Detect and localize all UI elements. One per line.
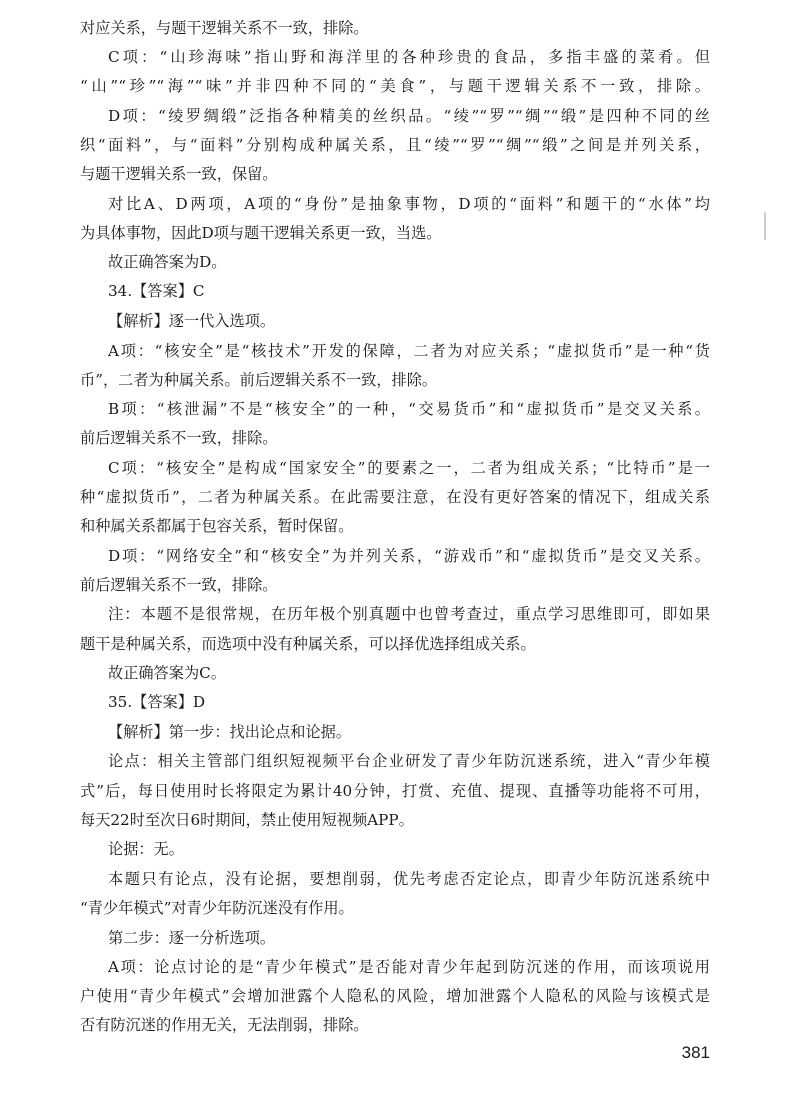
text-line: A项：“核安全”是“核技术”开发的保障，二者为对应关系；“虚拟货币”是一种“货 [108,342,710,360]
text-line: C项：“山珍海味”指山野和海洋里的各种珍贵的食品，多指丰盛的菜肴。但 [108,48,710,66]
text-line: 对应关系，与题干逻辑关系不一致，排除。 [80,19,369,37]
text-line: “山”“珍”“海”“味”并非四种不同的“美食”，与题干逻辑关系不一致，排除。 [80,77,710,95]
text-line: 与题干逻辑关系一致，保留。 [80,165,278,183]
text-line: 题干是种属关系，而选项中没有种属关系，可以择优选择组成关系。 [80,635,536,653]
text-line: C项：“核安全”是构成“国家安全”的要素之一，二者为组成关系；“比特币”是一 [108,459,710,477]
analysis-heading: 【解析】第一步：找出论点和论据。 [108,723,351,741]
text-line: D项：“绫罗绸缎”泛指各种精美的丝织品。“绫”“罗”“绸”“缎”是四种不同的丝 [108,107,710,125]
text-line: B项：“核泄漏”不是“核安全”的一种，“交易货币”和“虚拟货币”是交叉关系。 [108,400,710,418]
text-line: 第二步：逐一分析选项。 [108,929,276,947]
text-line: 注：本题不是很常规，在历年极个别真题中也曾考查过，重点学习思维即可，即如果 [108,605,710,623]
text-line: 前后逻辑关系不一致，排除。 [80,576,278,594]
text-line: D项：“网络安全”和“核安全”为并列关系，“游戏币”和“虚拟货币”是交叉关系。 [108,547,710,565]
answer-heading: 34.【答案】C [108,282,205,300]
text-line: 论据：无。 [108,840,184,858]
text-line: 前后逻辑关系不一致，排除。 [80,429,278,447]
page-number: 381 [681,1043,710,1062]
analysis-heading: 【解析】逐一代入选项。 [108,312,276,330]
text-line: 式”后，每日使用时长将限定为累计40分钟，打赏、充值、提现、直播等功能将不可用， [80,782,710,800]
text-line: 本题只有论点，没有论据，要想削弱，优先考虑否定论点，即青少年防沉迷系统中 [108,870,710,888]
text-line: A项：论点讨论的是“青少年模式”是否能对青少年起到防沉迷的作用，而该项说用 [108,958,710,976]
answer-heading: 35.【答案】D [108,693,206,711]
text-line: 织“面料”，与“面料”分别构成种属关系，且“绫”“罗”“绸”“缎”之间是并列关系， [80,136,710,154]
text-line: 论点：相关主管部门组织短视频平台企业研发了青少年防沉迷系统，进入“青少年模 [108,752,710,770]
text-line: 每天22时至次日6时期间，禁止使用短视频APP。 [80,811,414,829]
text-line: 对比A、D两项，A项的“身份”是抽象事物，D项的“面料”和题干的“水体”均 [108,195,710,213]
text-line: 故正确答案为C。 [108,664,226,682]
text-line: 和种属关系都属于包容关系，暂时保留。 [80,517,354,535]
text-line: 故正确答案为D。 [108,253,227,271]
scan-mark [764,212,766,240]
text-line: 为具体事物，因此D项与题干逻辑关系更一致，当选。 [80,224,442,242]
text-line: 户使用“青少年模式”会增加泄露个人隐私的风险，增加泄露个人隐私的风险与该模式是 [80,987,710,1005]
text-line: 否有防沉迷的作用无关，无法削弱，排除。 [80,1016,369,1034]
text-line: 种“虚拟货币”，二者为种属关系。在此需要注意，在没有更好答案的情况下，组成关系 [80,488,710,506]
text-line: 币”，二者为种属关系。前后逻辑关系不一致，排除。 [80,371,438,389]
text-line: “青少年模式”对青少年防沉迷没有作用。 [80,899,354,917]
